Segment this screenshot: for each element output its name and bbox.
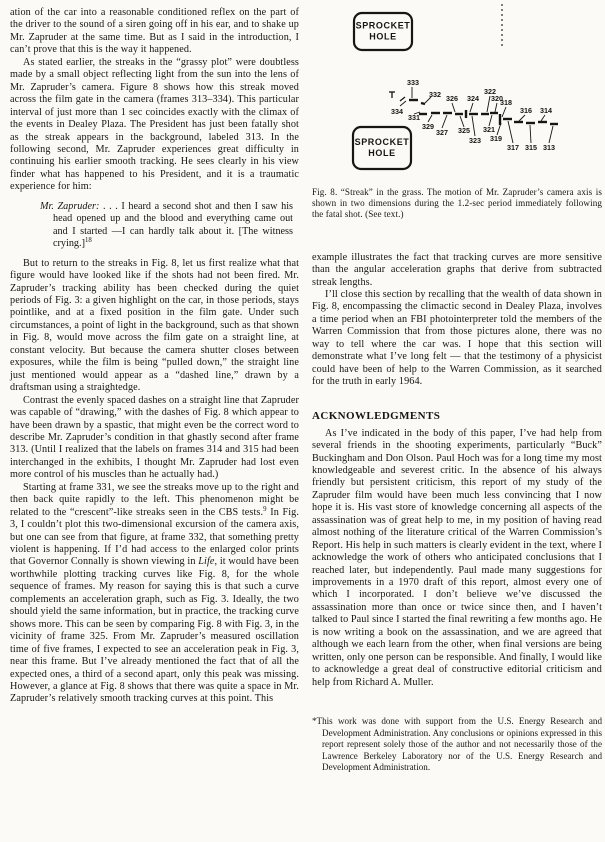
streak-diagram <box>312 2 602 174</box>
label-leader-line <box>442 115 447 128</box>
frame-label: 332 <box>429 90 441 99</box>
frame-label: 319 <box>490 134 502 143</box>
quote-speaker: Mr. Zapruder: <box>40 200 100 212</box>
magazine-title: Life <box>198 556 215 568</box>
frame-label: 315 <box>525 143 537 152</box>
frame-label: 324 <box>467 94 479 103</box>
paragraph-continuation: ation of the car into a reasonable conditioned reflex on the part of the driver to the sound of a siren going off in his ear, and to shake up Mr. Zapruder at the same time. But as I said in the introduction, I can’t prove that this is the way it happened. <box>10 7 299 56</box>
paragraph-continuation: example illustrates the fact that tracking curves are more sensitive than the angular acceleration graphs that derive from subtracted streak lengths. <box>312 251 602 288</box>
frame-label: 323 <box>469 136 481 145</box>
right-column <box>312 2 602 774</box>
footnote-ref: 18 <box>84 237 92 245</box>
figure-8 <box>312 2 602 221</box>
sprocket-hole-label: SPROCKET <box>354 137 410 147</box>
streak-dash <box>421 103 425 104</box>
sprocket-hole-label: HOLE <box>369 31 397 42</box>
frame-label: 329 <box>422 122 434 131</box>
label-leader-line <box>495 103 497 112</box>
footnote-ref: 9 <box>263 505 267 513</box>
frame-label: 333 <box>407 78 419 87</box>
frame-label: 321 <box>483 125 495 134</box>
frame-label: 327 <box>436 128 448 137</box>
paragraph <box>10 482 299 706</box>
sprocket-hole-label: HOLE <box>368 148 396 158</box>
frame-label: 317 <box>507 143 519 152</box>
label-leader-line <box>508 121 513 143</box>
witness-quote <box>40 201 293 251</box>
frame-label: 325 <box>458 126 470 135</box>
frame-label: 318 <box>500 98 512 107</box>
paragraph: But to return to the streaks in Fig. 8, let us first realize what that figure would have looked like if the shots had not been fired. Mr. Zapruder’s tracking ability has been checked during the quiet periods of Fig. 3: a given highlight on the car, in those periods, stays pointlike, and at a fixed position in the film gate. Under such circumstances, a point of light in the background, such as that shown in Fig. 8, would move across the film gate on a straight line, at constant velocity. But because the camera shutter closes between exposures, while the film is being “pulled down,” the straight line just mentioned would appear as a “dashed line,” drawn by a draftsman using a straightedge. <box>10 257 299 394</box>
paragraph: As I’ve indicated in the body of this paper, I’ve had help from several friends in the shooting experiments, particularly “Buck” Buckingham and Don Olson. Paul Hoch was for a long time my most knowledgeable and severest critic. In the absence of his always friendly but persistent criticism, this report of my study of the Zapruder film would have been much less convincing that I now hope it is. His vast store of knowledge concerning all aspects of the assassination was of great help to me, in my position of having read almost nothing of the literature critical of the Warren Commission’s Report. His help in such matters is clearly evident in the text, where I acknowledge the work of others who anticipated conclusions that I reached later, but independently. Paul made many suggestions for improvements in a 1970 draft of this report, almost every one of which I incorporated. I don’t believe we’ve discussed the assassination more than once or twice since then, and I haven’t talked to Paul since I started the final rewriting a few months ago. He is now writing a book on the assassination, and we are agreed that although we each learn from the other, when final versions are being written, only one person can be responsible. And finally, I would like to acknowledge a great deal of constructive editorial criticism and help from Richard A. Muller. <box>312 427 603 688</box>
label-leader-line <box>519 115 525 121</box>
left-column <box>10 7 299 706</box>
label-leader-line <box>530 125 531 143</box>
sprocket-hole-label: SPROCKET <box>355 20 411 31</box>
section-heading-acknowledgments: ACKNOWLEDGMENTS <box>312 409 441 422</box>
quote-text: . . . I heard a second shot and then I saw his head opened up and the blood and everything came out and I started —I can hardly talk about it. [The witness crying.] <box>53 200 293 250</box>
frame-label: 334 <box>391 107 403 116</box>
paragraph-text: In Fig. 3, I couldn’t plot this two-dimensional excursion of the camera axis, but one can see from that figure, at frame 332, that something pretty violent is happening. If I’d had access to the enlarged color prints that Governor Connally is shown viewing in <box>10 506 299 568</box>
label-leader-line <box>472 116 475 136</box>
paragraph-text: , it would have been worthwhile plotting tracking curves like Fig. 8, for the whole sequence of frames. My reason for saying this is that such a curve complements an acceleration graph, such as Fig. 3. Ideally, the two should yield the same information, but in practice, the tracking curve shows more. This can be seen by comparing Fig. 8 with Fig. 3, in the vicinity of frame 325. From Mr. Zapruder’s measured oscillation time of five frames, I expected to see an acceleration peak in Fig. 3, near this frame. But I’ve already mentioned the fact that of all the expected ones, a third of a second apart, only this peak was missing. However, a glance at Fig. 8 shows that there was quite a space in Mr. Zapruder’s relatively smooth tracking curves at this point. This <box>10 556 299 705</box>
support-footnote: *This work was done with support from the U.S. Energy Research and Development Administration. Any conclusions or opinions expressed in this report represent solely those of the author and not necessarily those of the Lawrence Berkeley Laboratory nor of the U.S. Energy Research and Development Administration. <box>312 716 602 773</box>
paragraph: As stated earlier, the streaks in the “grassy plot” were doubtless made by a small object reflecting light from the sun into the lens of Mr. Zapruder’s camera. Figure 8 shows how this streak moved across the film gate in the camera (frames 313–334). This particular interval of just more than 1 sec coincides exactly with the climax of the events in Dealey Plaza. The President has just been fatally shot as the streak appears in the background, labeled 313. In the following second, Mr. Zapruder experiences great difficulty in continuing his earlier smooth tracking. He sees clearly in his view finder what has happened to his President, and it is a traumatic experience for him: <box>10 56 299 193</box>
label-leader-line <box>428 115 432 122</box>
label-leader-line <box>502 107 506 117</box>
frame-label: 326 <box>446 94 458 103</box>
paragraph-text: Starting at frame 331, we see the streaks move up to the right and then back quite rapidly to the left. This phenomenon might be related to the “crescent”-like streaks seen in the CBS tests. <box>10 481 299 518</box>
frame-label: 316 <box>520 106 532 115</box>
frame-label: 331 <box>408 113 420 122</box>
frame-label: 314 <box>540 106 552 115</box>
label-leader-line <box>549 126 553 143</box>
frame-label: 322 <box>484 87 496 96</box>
label-leader-line <box>452 103 455 112</box>
frame-label: 313 <box>543 143 555 152</box>
label-leader-line <box>487 96 490 112</box>
label-leader-line <box>541 115 545 121</box>
paragraph: I’ll close this section by recalling that the wealth of data shown in Fig. 8, encompassing the climactic second in Dealey Plaza, involves a time period when an FBI photointerpreter told the members of the Warren Commission that from those pictures alone, there was no way to tell where the car was. I hope that this section will demonstrate what I’ve long felt — that the testimony of a physicist could have been of help to the Warren Commission, as it searched for the truth in early 1964. <box>312 288 602 388</box>
label-leader-line <box>400 101 406 106</box>
tick-mark <box>400 97 405 101</box>
paragraph: Contrast the evenly spaced dashes on a straight line that Zapruder was capable of “drawing,” with the dashes of Fig. 8 which appear to have been drawn by a spastic, that might even be the correct word to describe Mr. Zapruder’s condition in that ghastly second after frame 313. (Until I realized that the labels on frames 314 and 315 had been interchanged in the exhibits, I thought Mr. Zapruder had lost even more control of his muscles than he actually had.) <box>10 394 299 481</box>
figure-caption: Fig. 8. “Streak” in the grass. The motion of Mr. Zapruder’s camera axis is shown in two dimensions during the 1.2-sec period immediately following the fatal shot. (See text.) <box>312 187 602 220</box>
label-leader-line <box>470 103 473 112</box>
frame-label: 320 <box>491 94 503 103</box>
